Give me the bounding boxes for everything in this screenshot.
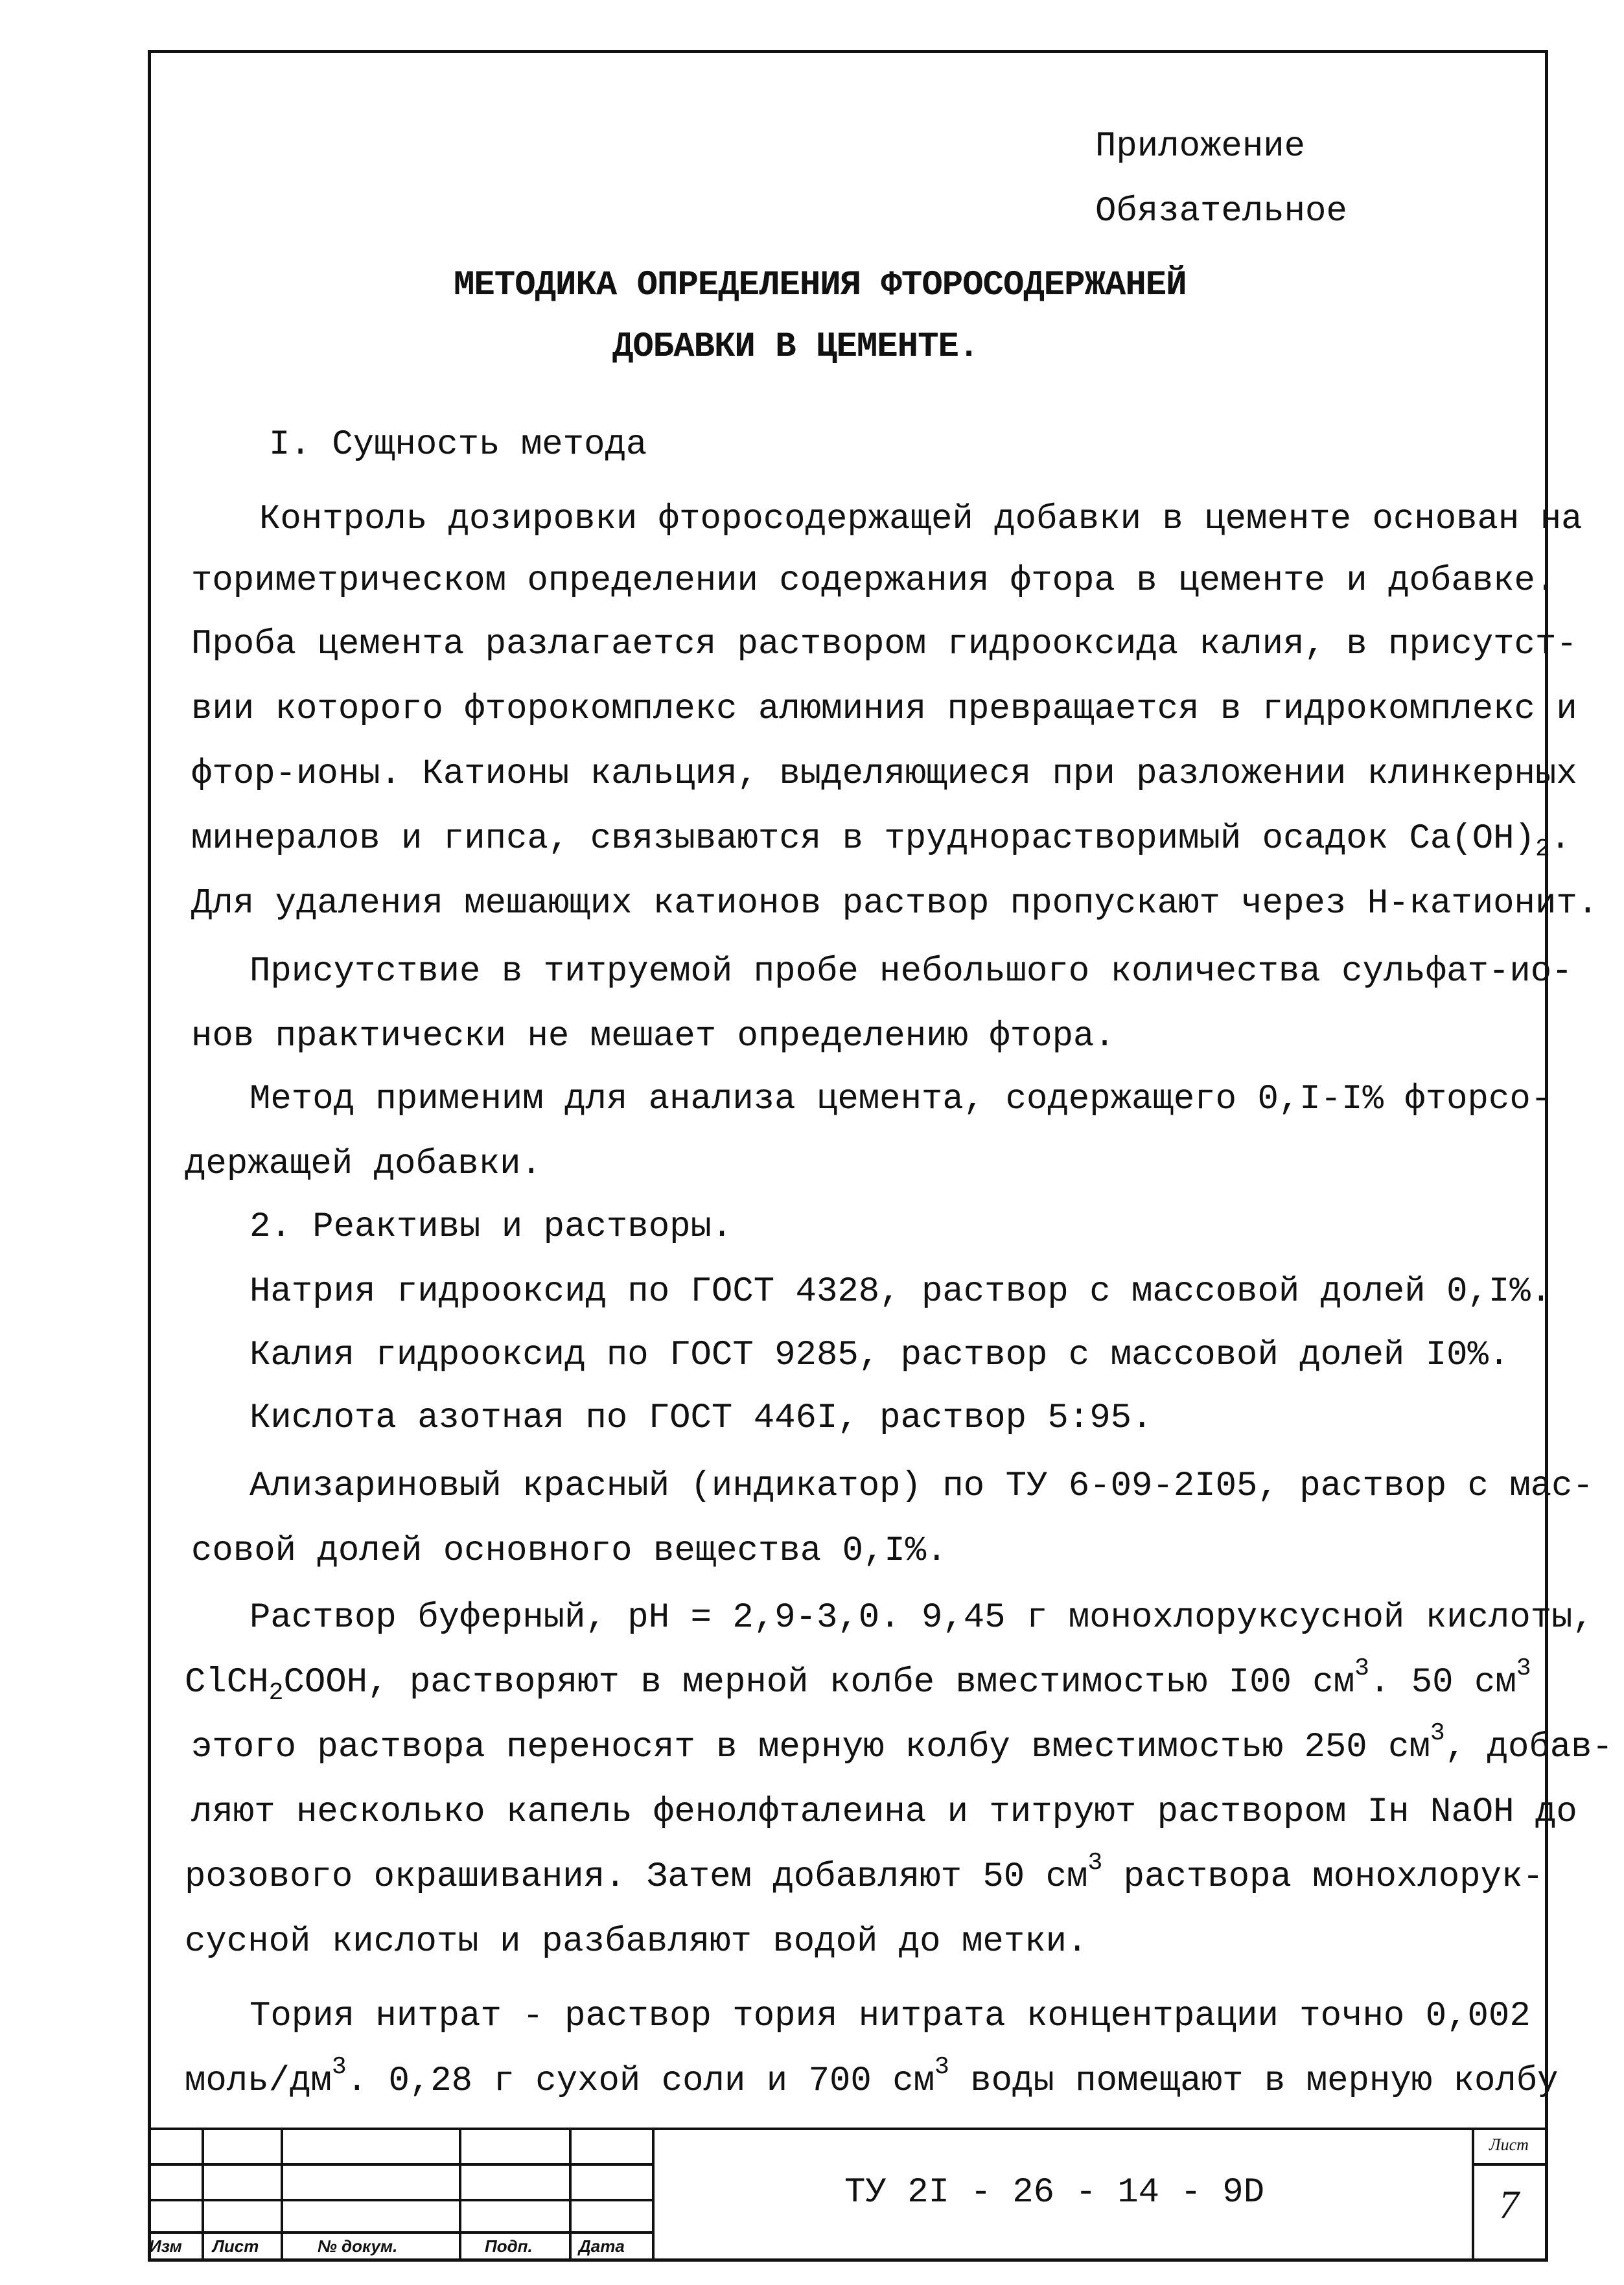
title-block-rule [148, 2231, 653, 2234]
reagent-line [185, 1654, 1531, 1707]
superscript: 3 [1430, 1719, 1445, 1747]
title-block-rule [148, 2199, 653, 2201]
title-block [148, 2128, 1548, 2262]
title-block-rule [148, 2128, 1548, 2130]
title-block-rule [1472, 2128, 1474, 2262]
reagent-text: этого раствора переносят в мерную колбу вместимостью 250 см [191, 1728, 1430, 1767]
paragraph-line: вии которого фторокомплекс алюминия превращается в гидрокомплекс и [191, 690, 1577, 729]
reagent-line: совой долей основного вещества 0,I%. [191, 1531, 947, 1571]
paragraph-line: Метод применим для анализа цемента, содержащего 0,I-I% фторсо- [249, 1080, 1552, 1119]
paragraph-line: держащей добавки. [185, 1144, 542, 1184]
paragraph-line: ториметрическом определении содержания фтора в цементе и добавке. [191, 561, 1557, 601]
reagent-text: COOH, растворяют в мерной колбе вместимостью I00 см [283, 1663, 1355, 1702]
reagent-line [191, 1719, 1613, 1769]
paragraph-text: . [1549, 819, 1572, 859]
sheet-label: Лист [1489, 2135, 1529, 2154]
reagent-line [185, 2053, 1559, 2102]
title-block-rule [459, 2128, 461, 2262]
title-block-rule [148, 2163, 653, 2166]
reagent-line: Раствор буферный, pH = 2,9-3,0. 9,45 г монохлоруксусной кислоты, [249, 1598, 1594, 1638]
superscript: 3 [331, 2053, 347, 2081]
paragraph-line: нов практически не мешает определению фтора. [191, 1017, 1115, 1056]
reagent-line: Тория нитрат - раствор тория нитрата концентрации точно 0,002 [249, 1997, 1531, 2036]
paragraph-line: фтор-ионы. Катионы кальция, выделяющиеся при разложении клинкерных [191, 754, 1577, 794]
superscript: 3 [934, 2053, 949, 2081]
reagent-text: воды помещают в мерную колбу [949, 2061, 1559, 2101]
reagent-text: моль/дм [185, 2061, 332, 2101]
reagent-line: Калия гидрооксид по ГОСТ 9285, раствор с массовой долей I0%. [249, 1336, 1510, 1375]
superscript: 3 [1087, 1849, 1103, 1877]
reagent-text: ClCH [185, 1663, 269, 1702]
subscript: 2 [1535, 835, 1550, 863]
reagent-line: Натрия гидрооксид по ГОСТ 4328, раствор с массовой долей 0,I%. [249, 1272, 1552, 1312]
paragraph-line: Проба цемента разлагается раствором гидрооксида калия, в присутст- [191, 625, 1577, 664]
title-block-rule [569, 2128, 572, 2262]
title-block-rule [281, 2128, 283, 2262]
paragraph-line: Контроль дозировки фторосодержащей добавки в цементе основан на [259, 500, 1583, 539]
reagent-text: . 50 см [1369, 1663, 1516, 1702]
subscript: 2 [268, 1679, 284, 1707]
title-block-label: Подп. [485, 2236, 533, 2256]
reagent-line [185, 1849, 1544, 1898]
reagent-line: Кислота азотная по ГОСТ 446I, раствор 5:95. [249, 1398, 1153, 1438]
reagent-line: ляют несколько капель фенолфталеина и титруют раствором Iн NaOH до [191, 1792, 1577, 1832]
superscript: 3 [1354, 1654, 1369, 1682]
section-2-heading: 2. Реактивы и растворы. [249, 1207, 733, 1247]
mandatory-label: Обязательное [1095, 192, 1347, 231]
reagent-line: сусной кислоты и разбавляют водой до метки. [185, 1922, 1088, 1962]
reagent-text: . 0,28 г сухой соли и 700 см [346, 2061, 935, 2101]
title-block-label: № докум. [318, 2236, 398, 2256]
paragraph-line: Для удаления мешающих катионов раствор пропускают через Н-катионит. [191, 884, 1599, 923]
reagent-text: розового окрашивания. Затем добавляют 50 см [185, 1857, 1088, 1897]
title-block-rule [1473, 2163, 1548, 2166]
title-block-rule [652, 2128, 655, 2262]
document-title-line2: ДОБАВКИ В ЦЕМЕНТЕ. [612, 327, 979, 367]
paragraph-line [191, 818, 1572, 863]
title-block-rule [202, 2128, 204, 2262]
title-block-label: Изм [149, 2236, 182, 2256]
section-1-heading: I. Сущность метода [269, 425, 647, 465]
reagent-text: раствора монохлорук- [1102, 1857, 1544, 1897]
superscript: 3 [1516, 1654, 1531, 1682]
sheet-number: 7 [1499, 2183, 1519, 2227]
document-title-line1: МЕТОДИКА ОПРЕДЕЛЕНИЯ ФТОРОСОДЕРЖАНЕЙ [454, 266, 1187, 305]
document-code: ТУ 2I - 26 - 14 - 9D [844, 2173, 1265, 2212]
title-block-label: Дата [579, 2236, 625, 2256]
reagent-line: Ализариновый красный (индикатор) по ТУ 6-09-2I05, раствор с мас- [249, 1467, 1594, 1506]
reagent-text: , добав- [1444, 1728, 1613, 1767]
paragraph-line: Присутствие в титруемой пробе небольшого количества сульфат-ио- [249, 952, 1573, 992]
paragraph-text: минералов и гипса, связываются в труднорастворимый осадок Ca(OH) [191, 819, 1535, 859]
title-block-label: Лист [213, 2236, 259, 2256]
appendix-label: Приложение [1095, 127, 1306, 167]
